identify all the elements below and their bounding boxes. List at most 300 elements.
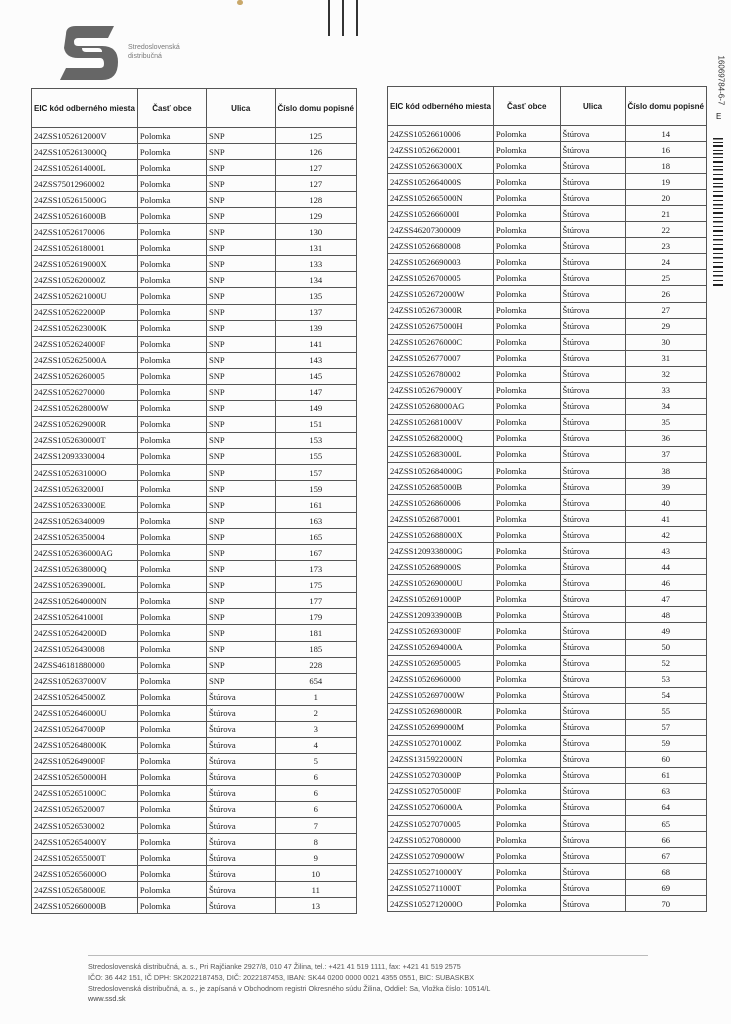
cast-obce-cell: Polomka [493, 254, 560, 270]
eic-code-cell: 24ZSS1052621000U [32, 288, 138, 304]
ulica-cell: Štúrova [560, 350, 625, 366]
table-row [388, 430, 707, 446]
cislo-cell: 147 [275, 384, 356, 400]
ulica-cell: SNP [206, 384, 275, 400]
ulica-cell: Štúrova [560, 334, 625, 350]
ulica-cell: Štúrova [560, 254, 625, 270]
cast-obce-cell: Polomka [137, 657, 206, 673]
eic-code-cell: 24ZSS10526690003 [388, 254, 494, 270]
eic-code-cell: 24ZSS1052675000H [388, 318, 494, 334]
table-row [32, 160, 357, 176]
ssd-logo-icon [52, 24, 124, 84]
cislo-cell: 126 [275, 144, 356, 160]
cast-obce-cell: Polomka [137, 801, 206, 817]
cislo-cell: 13 [275, 898, 356, 914]
ulica-cell: SNP [206, 144, 275, 160]
eic-code-cell: 24ZSS10526530002 [32, 818, 138, 834]
footer [88, 962, 490, 1005]
table-row [388, 816, 707, 832]
table-row [388, 142, 707, 158]
ulica-cell: SNP [206, 336, 275, 352]
cast-obce-cell: Polomka [493, 687, 560, 703]
ulica-cell: SNP [206, 176, 275, 192]
eic-code-cell: 24ZSS1052697000W [388, 687, 494, 703]
cislo-cell: 131 [275, 240, 356, 256]
cislo-cell: 61 [625, 767, 706, 783]
cast-obce-cell: Polomka [493, 671, 560, 687]
ulica-cell: SNP [206, 240, 275, 256]
eic-code-cell: 24ZSS1052632000J [32, 481, 138, 497]
cast-obce-cell: Polomka [137, 432, 206, 448]
cast-obce-cell: Polomka [493, 286, 560, 302]
eic-code-cell: 24ZSS1052640000N [32, 593, 138, 609]
ulica-cell: Štúrova [560, 318, 625, 334]
cislo-cell: 175 [275, 577, 356, 593]
table-row [32, 304, 357, 320]
cast-obce-cell: Polomka [493, 222, 560, 238]
ulica-cell: Štúrova [560, 190, 625, 206]
eic-code-cell: 24ZSS10526860006 [388, 495, 494, 511]
eic-code-cell: 24ZSS1052636000AG [32, 545, 138, 561]
eic-code-cell: 24ZSS1052614000L [32, 160, 138, 176]
eic-code-cell: 24ZSS1052612000V [32, 128, 138, 144]
eic-code-cell: 24ZSS1052656000O [32, 866, 138, 882]
cislo-cell: 25 [625, 270, 706, 286]
table-row [388, 366, 707, 382]
table-row [32, 850, 357, 866]
cast-obce-cell: Polomka [137, 160, 206, 176]
ulica-cell: Štúrova [560, 575, 625, 591]
cislo-cell: 179 [275, 609, 356, 625]
ulica-cell: Štúrova [206, 705, 275, 721]
table-row [32, 625, 357, 641]
table-row [388, 543, 707, 559]
eic-code-cell: 24ZSS10526620001 [388, 142, 494, 158]
eic-code-cell: 24ZSS1052649000F [32, 753, 138, 769]
table-row [388, 703, 707, 719]
cislo-cell: 33 [625, 382, 706, 398]
ulica-cell: Štúrova [560, 366, 625, 382]
ulica-cell: Štúrova [560, 430, 625, 446]
ulica-cell: SNP [206, 464, 275, 480]
eic-code-cell: 24ZSS1052654000Y [32, 834, 138, 850]
ulica-cell: Štúrova [560, 864, 625, 880]
table-row [32, 689, 357, 705]
ulica-cell: Štúrova [560, 270, 625, 286]
footer-address: Stredoslovenská distribučná, a. s., Pri Rajčianke 2927/8, 010 47 Žilina, tel.: +421 41 519 1111, fax: +421 41 519 2575 [88, 962, 461, 971]
eic-code-cell: 24ZSS10526950005 [388, 655, 494, 671]
table-row [388, 222, 707, 238]
ulica-cell: SNP [206, 448, 275, 464]
eic-code-cell: 24ZSS1052698000R [388, 703, 494, 719]
ulica-cell: Štúrova [560, 848, 625, 864]
cast-obce-cell: Polomka [493, 318, 560, 334]
table-row [388, 126, 707, 142]
cast-obce-cell: Polomka [137, 609, 206, 625]
table-row [32, 882, 357, 898]
cast-obce-cell: Polomka [137, 336, 206, 352]
cislo-cell: 143 [275, 352, 356, 368]
cislo-cell: 161 [275, 497, 356, 513]
cast-obce-cell: Polomka [137, 882, 206, 898]
ulica-cell: SNP [206, 432, 275, 448]
footer-divider [88, 955, 648, 956]
cislo-cell: 7 [275, 818, 356, 834]
eic-code-cell: 24ZSS1052673000R [388, 302, 494, 318]
cislo-cell: 181 [275, 625, 356, 641]
cislo-cell: 48 [625, 607, 706, 623]
table-row [388, 350, 707, 366]
table-row [32, 144, 357, 160]
cast-obce-cell: Polomka [137, 368, 206, 384]
eic-code-cell: 24ZSS1052691000P [388, 591, 494, 607]
table-row [388, 575, 707, 591]
table-row [388, 479, 707, 495]
cislo-cell: 141 [275, 336, 356, 352]
ulica-cell: SNP [206, 192, 275, 208]
cast-obce-cell: Polomka [493, 848, 560, 864]
cast-obce-cell: Polomka [493, 495, 560, 511]
table-header-row [32, 89, 357, 128]
eic-code-cell: 24ZSS1209339000B [388, 607, 494, 623]
table-row [388, 623, 707, 639]
cislo-cell: 50 [625, 639, 706, 655]
table-row [32, 609, 357, 625]
ulica-cell: SNP [206, 497, 275, 513]
cislo-cell: 21 [625, 206, 706, 222]
eic-code-cell: 24ZSS1052620000Z [32, 272, 138, 288]
ulica-cell: Štúrova [560, 687, 625, 703]
eic-code-cell: 24ZSS1052703000P [388, 767, 494, 783]
table-row [32, 368, 357, 384]
eic-code-cell: 24ZSS1052684000G [388, 462, 494, 478]
cislo-cell: 46 [625, 575, 706, 591]
ulica-cell: SNP [206, 352, 275, 368]
eic-code-cell: 24ZSS1052642000D [32, 625, 138, 641]
header-eic: EIC kód odberného miesta [388, 87, 494, 126]
cislo-cell: 41 [625, 511, 706, 527]
cast-obce-cell: Polomka [137, 673, 206, 689]
eic-code-cell: 24ZSS1052629000R [32, 416, 138, 432]
table-row [388, 607, 707, 623]
cast-obce-cell: Polomka [493, 430, 560, 446]
cast-obce-cell: Polomka [493, 639, 560, 655]
cast-obce-cell: Polomka [493, 382, 560, 398]
ulica-cell: Štúrova [560, 816, 625, 832]
cast-obce-cell: Polomka [493, 719, 560, 735]
cislo-cell: 70 [625, 896, 706, 912]
eic-code-cell: 24ZSS1052660000B [32, 898, 138, 914]
table-row [388, 848, 707, 864]
eic-code-cell: 24ZSS1052619000X [32, 256, 138, 272]
table-row [388, 398, 707, 414]
cislo-cell: 135 [275, 288, 356, 304]
cast-obce-cell: Polomka [493, 607, 560, 623]
ulica-cell: Štúrova [560, 158, 625, 174]
cast-obce-cell: Polomka [137, 529, 206, 545]
table-row [388, 864, 707, 880]
eic-code-cell: 24ZSS1052681000V [388, 414, 494, 430]
ulica-cell: Štúrova [560, 799, 625, 815]
cast-obce-cell: Polomka [493, 142, 560, 158]
cislo-cell: 31 [625, 350, 706, 366]
ulica-cell: SNP [206, 593, 275, 609]
cislo-cell: 53 [625, 671, 706, 687]
ulica-cell: Štúrova [560, 559, 625, 575]
eic-code-cell: 24ZSS1052679000Y [388, 382, 494, 398]
cislo-cell: 44 [625, 559, 706, 575]
eic-code-cell: 24ZSS1052666000I [388, 206, 494, 222]
table-row [32, 673, 357, 689]
cislo-cell: 167 [275, 545, 356, 561]
cislo-cell: 69 [625, 880, 706, 896]
eic-table-left [31, 88, 357, 914]
cislo-cell: 134 [275, 272, 356, 288]
ulica-cell: Štúrova [560, 543, 625, 559]
cast-obce-cell: Polomka [493, 511, 560, 527]
ulica-cell: SNP [206, 272, 275, 288]
cast-obce-cell: Polomka [137, 625, 206, 641]
table-row [32, 432, 357, 448]
table-row [388, 318, 707, 334]
cislo-cell: 1 [275, 689, 356, 705]
ulica-cell: Štúrova [206, 834, 275, 850]
cast-obce-cell: Polomka [137, 818, 206, 834]
table-row [388, 687, 707, 703]
cislo-cell: 6 [275, 801, 356, 817]
ulica-cell: Štúrova [206, 818, 275, 834]
cast-obce-cell: Polomka [493, 735, 560, 751]
eic-code-cell: 24ZSS1052613000Q [32, 144, 138, 160]
ulica-cell: Štúrova [560, 174, 625, 190]
table-row [388, 880, 707, 896]
eic-code-cell: 24ZSS1052622000P [32, 304, 138, 320]
cislo-cell: 177 [275, 593, 356, 609]
cast-obce-cell: Polomka [137, 481, 206, 497]
cast-obce-cell: Polomka [137, 785, 206, 801]
table-row [388, 527, 707, 543]
cislo-cell: 157 [275, 464, 356, 480]
table-row [32, 464, 357, 480]
table-row [388, 446, 707, 462]
cislo-cell: 2 [275, 705, 356, 721]
table-row [388, 190, 707, 206]
table-row [388, 206, 707, 222]
eic-code-cell: 24ZSS1052694000A [388, 639, 494, 655]
eic-code-cell: 24ZSS1052699000M [388, 719, 494, 735]
table-row [388, 559, 707, 575]
eic-code-cell: 24ZSS1052625000A [32, 352, 138, 368]
ulica-cell: Štúrova [206, 737, 275, 753]
cast-obce-cell: Polomka [493, 446, 560, 462]
eic-table-right [387, 86, 707, 912]
cast-obce-cell: Polomka [137, 384, 206, 400]
ulica-cell: SNP [206, 561, 275, 577]
table-row [388, 671, 707, 687]
eic-code-cell: 24ZSS75012960002 [32, 176, 138, 192]
barcode-icon [713, 138, 723, 288]
cast-obce-cell: Polomka [137, 320, 206, 336]
ulica-cell: Štúrova [206, 785, 275, 801]
cislo-cell: 5 [275, 753, 356, 769]
eic-code-cell: 24ZSS1209338000G [388, 543, 494, 559]
ulica-cell: SNP [206, 609, 275, 625]
document-letter: E [716, 112, 722, 121]
cislo-cell: 14 [625, 126, 706, 142]
footer-website: www.ssd.sk [88, 994, 126, 1004]
cislo-cell: 20 [625, 190, 706, 206]
eic-code-cell: 24ZSS1052701000Z [388, 735, 494, 751]
cislo-cell: 6 [275, 785, 356, 801]
ulica-cell: Štúrova [560, 238, 625, 254]
cislo-cell: 127 [275, 160, 356, 176]
cislo-cell: 29 [625, 318, 706, 334]
table-row [388, 174, 707, 190]
cast-obce-cell: Polomka [493, 543, 560, 559]
ulica-cell: Štúrova [560, 703, 625, 719]
eic-code-cell: 24ZSS1052664000S [388, 174, 494, 190]
cislo-cell: 173 [275, 561, 356, 577]
cast-obce-cell: Polomka [493, 832, 560, 848]
table-row [32, 224, 357, 240]
table-row [388, 719, 707, 735]
table-row [388, 783, 707, 799]
ulica-cell: Štúrova [560, 495, 625, 511]
table-row [32, 641, 357, 657]
cast-obce-cell: Polomka [137, 240, 206, 256]
ulica-cell: SNP [206, 513, 275, 529]
table-row [388, 302, 707, 318]
eic-code-cell: 24ZSS10526960000 [388, 671, 494, 687]
table-row [388, 495, 707, 511]
cast-obce-cell: Polomka [493, 414, 560, 430]
cast-obce-cell: Polomka [493, 334, 560, 350]
ulica-cell: Štúrova [560, 671, 625, 687]
table-row [32, 336, 357, 352]
cislo-cell: 228 [275, 657, 356, 673]
header-ulica: Ulica [206, 89, 275, 128]
ulica-cell: Štúrova [560, 719, 625, 735]
eic-code-cell: 24ZSS1052676000C [388, 334, 494, 350]
ulica-cell: SNP [206, 529, 275, 545]
table-row [32, 400, 357, 416]
table-row [388, 655, 707, 671]
header-cast-obce: Časť obce [137, 89, 206, 128]
table-row [388, 735, 707, 751]
eic-code-cell: 24ZSS1052685000B [388, 479, 494, 495]
cislo-cell: 139 [275, 320, 356, 336]
eic-code-cell: 24ZSS1052647000P [32, 721, 138, 737]
cislo-cell: 125 [275, 128, 356, 144]
cislo-cell: 26 [625, 286, 706, 302]
cislo-cell: 67 [625, 848, 706, 864]
cast-obce-cell: Polomka [493, 479, 560, 495]
cast-obce-cell: Polomka [137, 705, 206, 721]
eic-code-cell: 24ZSS10527070005 [388, 816, 494, 832]
cislo-cell: 55 [625, 703, 706, 719]
eic-code-cell: 24ZSS1052631000O [32, 464, 138, 480]
ulica-cell: Štúrova [560, 126, 625, 142]
eic-code-cell: 24ZSS10526170006 [32, 224, 138, 240]
cast-obce-cell: Polomka [493, 462, 560, 478]
table-row [388, 639, 707, 655]
cislo-cell: 40 [625, 495, 706, 511]
ulica-cell: SNP [206, 288, 275, 304]
brand-name: Stredoslovenská distribučná [128, 44, 180, 60]
table-row [32, 769, 357, 785]
cislo-cell: 18 [625, 158, 706, 174]
table-row [32, 384, 357, 400]
cast-obce-cell: Polomka [493, 575, 560, 591]
cislo-cell: 47 [625, 591, 706, 607]
cast-obce-cell: Polomka [493, 350, 560, 366]
cislo-cell: 137 [275, 304, 356, 320]
cast-obce-cell: Polomka [137, 866, 206, 882]
cislo-cell: 24 [625, 254, 706, 270]
ulica-cell: SNP [206, 577, 275, 593]
cast-obce-cell: Polomka [137, 192, 206, 208]
eic-code-cell: 24ZSS10527080000 [388, 832, 494, 848]
eic-code-cell: 24ZSS10526770007 [388, 350, 494, 366]
eic-code-cell: 24ZSS1052706000A [388, 799, 494, 815]
cislo-cell: 43 [625, 543, 706, 559]
eic-code-cell: 24ZSS1052688000X [388, 527, 494, 543]
ulica-cell: Štúrova [560, 414, 625, 430]
cast-obce-cell: Polomka [137, 577, 206, 593]
footer-registry: Stredoslovenská distribučná, a. s., je zapísaná v Obchodnom registri Okresného súdu Žilina, Oddiel: Sa, Vložka číslo: 10514/L [88, 983, 491, 993]
table-row [32, 753, 357, 769]
eic-code-cell: 24ZSS12093330004 [32, 448, 138, 464]
ulica-cell: Štúrova [560, 511, 625, 527]
cislo-cell: 54 [625, 687, 706, 703]
cast-obce-cell: Polomka [493, 190, 560, 206]
cast-obce-cell: Polomka [493, 864, 560, 880]
cislo-cell: 34 [625, 398, 706, 414]
cast-obce-cell: Polomka [493, 527, 560, 543]
cislo-cell: 130 [275, 224, 356, 240]
table-row [32, 545, 357, 561]
table-row [32, 657, 357, 673]
table-row [388, 254, 707, 270]
table-row [388, 767, 707, 783]
table-row [32, 721, 357, 737]
ulica-cell: Štúrova [560, 639, 625, 655]
cast-obce-cell: Polomka [137, 721, 206, 737]
cislo-cell: 66 [625, 832, 706, 848]
eic-code-cell: 24ZSS1315922000N [388, 751, 494, 767]
eic-code-cell: 24ZSS1052655000T [32, 850, 138, 866]
cast-obce-cell: Polomka [493, 799, 560, 815]
ulica-cell: Štúrova [560, 206, 625, 222]
table-row [388, 382, 707, 398]
eic-code-cell: 24ZSS1052705000F [388, 783, 494, 799]
cislo-cell: 151 [275, 416, 356, 432]
cast-obce-cell: Polomka [493, 126, 560, 142]
cislo-cell: 23 [625, 238, 706, 254]
table-row [32, 529, 357, 545]
eic-code-cell: 24ZSS1052682000Q [388, 430, 494, 446]
table-row [32, 834, 357, 850]
eic-code-cell: 24ZSS10526610006 [388, 126, 494, 142]
cast-obce-cell: Polomka [137, 352, 206, 368]
cislo-cell: 37 [625, 446, 706, 462]
cast-obce-cell: Polomka [493, 751, 560, 767]
cislo-cell: 128 [275, 192, 356, 208]
table-row [388, 270, 707, 286]
ulica-cell: Štúrova [560, 751, 625, 767]
table-row [388, 158, 707, 174]
cast-obce-cell: Polomka [137, 593, 206, 609]
